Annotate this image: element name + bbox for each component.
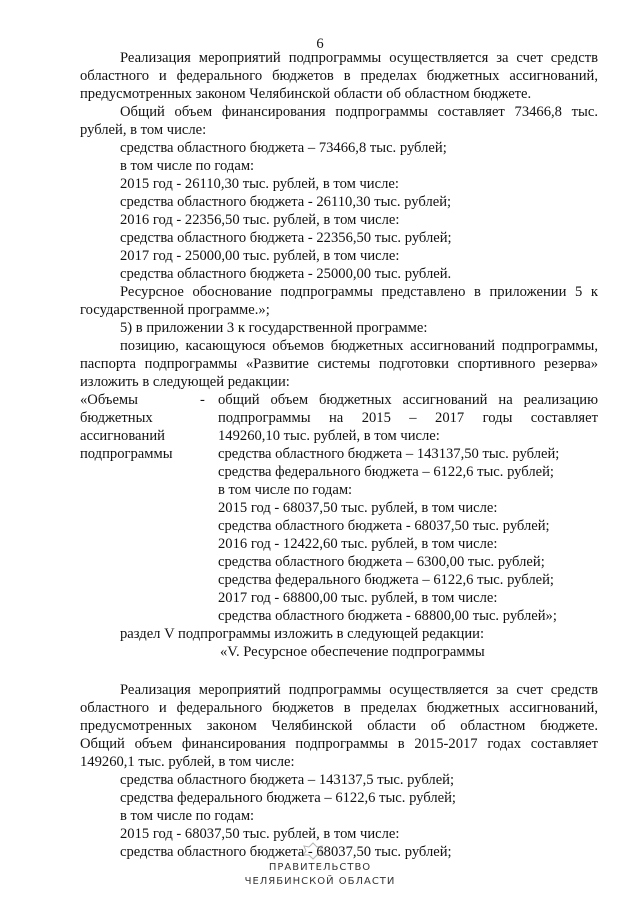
paragraph-line: изложить в следующей редакции: (80, 374, 290, 390)
passport-value-line: средства федерального бюджета – 6122,6 тыс. рублей; (218, 464, 554, 480)
passport-value-line: в том числе по годам: (218, 482, 353, 498)
paragraph-line: 2016 год - 22356,50 тыс. рублей, в том числе: (120, 212, 400, 228)
passport-label: ассигнований (80, 428, 165, 444)
paragraph-line: позицию, касающуюся объемов бюджетных ассигнований подпрограммы, (120, 338, 598, 354)
stamp-line-1: ПРАВИТЕЛЬСТВО (268, 862, 372, 873)
paragraph-line: средства областного бюджета - 26110,30 тыс. рублей; (120, 194, 452, 210)
paragraph-line: 2017 год - 25000,00 тыс. рублей, в том числе: (120, 248, 400, 264)
passport-value-line: подпрограммы на 2015 – 2017 годы составляет (218, 410, 598, 426)
passport-value-line: 2015 год - 68037,50 тыс. рублей, в том числе: (218, 500, 498, 516)
paragraph-line: областного и федерального бюджетов в пределах бюджетных ассигнований, (80, 68, 598, 84)
paragraph-line: 149260,1 тыс. рублей, в том числе: (80, 754, 295, 770)
passport-value-line: 2016 год - 12422,60 тыс. рублей, в том числе: (218, 536, 498, 552)
paragraph-line: Реализация мероприятий подпрограммы осуществляется за счет средств (120, 682, 598, 698)
paragraph-line: в том числе по годам: (120, 158, 255, 174)
paragraph-line: Общий объем финансирования подпрограммы в 2015-2017 годах составляет (80, 736, 598, 752)
paragraph-line: Реализация мероприятий подпрограммы осуществляется за счет средств (120, 50, 598, 66)
paragraph-line: средства областного бюджета - 25000,00 тыс. рублей. (120, 266, 452, 282)
paragraph-line: средства областного бюджета – 143137,5 тыс. рублей; (120, 772, 455, 788)
passport-value-line: средства федерального бюджета – 6122,6 тыс. рублей; (218, 572, 554, 588)
passport-value-line: 2017 год - 68800,00 тыс. рублей, в том числе: (218, 590, 498, 606)
paragraph-line: Общий объем финансирования подпрограммы составляет 73466,8 тыс. (120, 104, 598, 120)
coat-of-arms-icon (300, 842, 326, 860)
passport-value-line: средства областного бюджета – 143137,50 тыс. рублей; (218, 446, 560, 462)
paragraph-line: предусмотренных законом Челябинской области об областном бюджете. (80, 86, 532, 102)
paragraph-line: 2015 год - 26110,30 тыс. рублей, в том числе: (120, 176, 399, 192)
section-heading: «V. Ресурсное обеспечение подпрограммы (220, 644, 485, 660)
paragraph-line: средства областного бюджета - 22356,50 тыс. рублей; (120, 230, 452, 246)
paragraph-line: средства областного бюджета - 68037,50 тыс. рублей; (120, 844, 452, 860)
paragraph-line: паспорта подпрограммы «Развитие системы подготовки спортивного резерва» (80, 356, 598, 372)
passport-label: подпрограммы (80, 446, 173, 462)
passport-label: бюджетных (80, 410, 153, 426)
passport-value-line: средства областного бюджета - 68037,50 тыс. рублей; (218, 518, 550, 534)
paragraph-line: государственной программе.»; (80, 302, 270, 318)
stamp-line-2: ЧЕЛЯБИНСКОЙ ОБЛАСТИ (244, 876, 396, 887)
page-number: 6 (316, 36, 324, 52)
paragraph-line: областного и федерального бюджетов в пределах бюджетных ассигнований, (80, 700, 598, 716)
passport-label: «Объемы (80, 392, 138, 408)
paragraph-line: рублей, в том числе: (80, 122, 207, 138)
paragraph-line: предусмотренных законом Челябинской области об областном бюджете. (80, 718, 598, 734)
passport-value-line: 149260,10 тыс. рублей, в том числе: (218, 428, 440, 444)
passport-value-line: средства областного бюджета – 6300,00 тыс. рублей; (218, 554, 545, 570)
paragraph-line: 2015 год - 68037,50 тыс. рублей, в том числе: (120, 826, 400, 842)
paragraph-line: в том числе по годам: (120, 808, 255, 824)
paragraph-line: средства областного бюджета – 73466,8 тыс. рублей; (120, 140, 447, 156)
passport-dash: - (200, 392, 205, 408)
paragraph-line: 5) в приложении 3 к государственной программе: (120, 320, 428, 336)
passport-value-line: общий объем бюджетных ассигнований на реализацию (218, 392, 598, 408)
passport-value-line: средства областного бюджета - 68800,00 тыс. рублей»; (218, 608, 557, 624)
paragraph-line: раздел V подпрограммы изложить в следующей редакции: (120, 626, 485, 642)
paragraph-line: средства федерального бюджета – 6122,6 тыс. рублей; (120, 790, 456, 806)
paragraph-line: Ресурсное обоснование подпрограммы представлено в приложении 5 к (120, 284, 598, 300)
